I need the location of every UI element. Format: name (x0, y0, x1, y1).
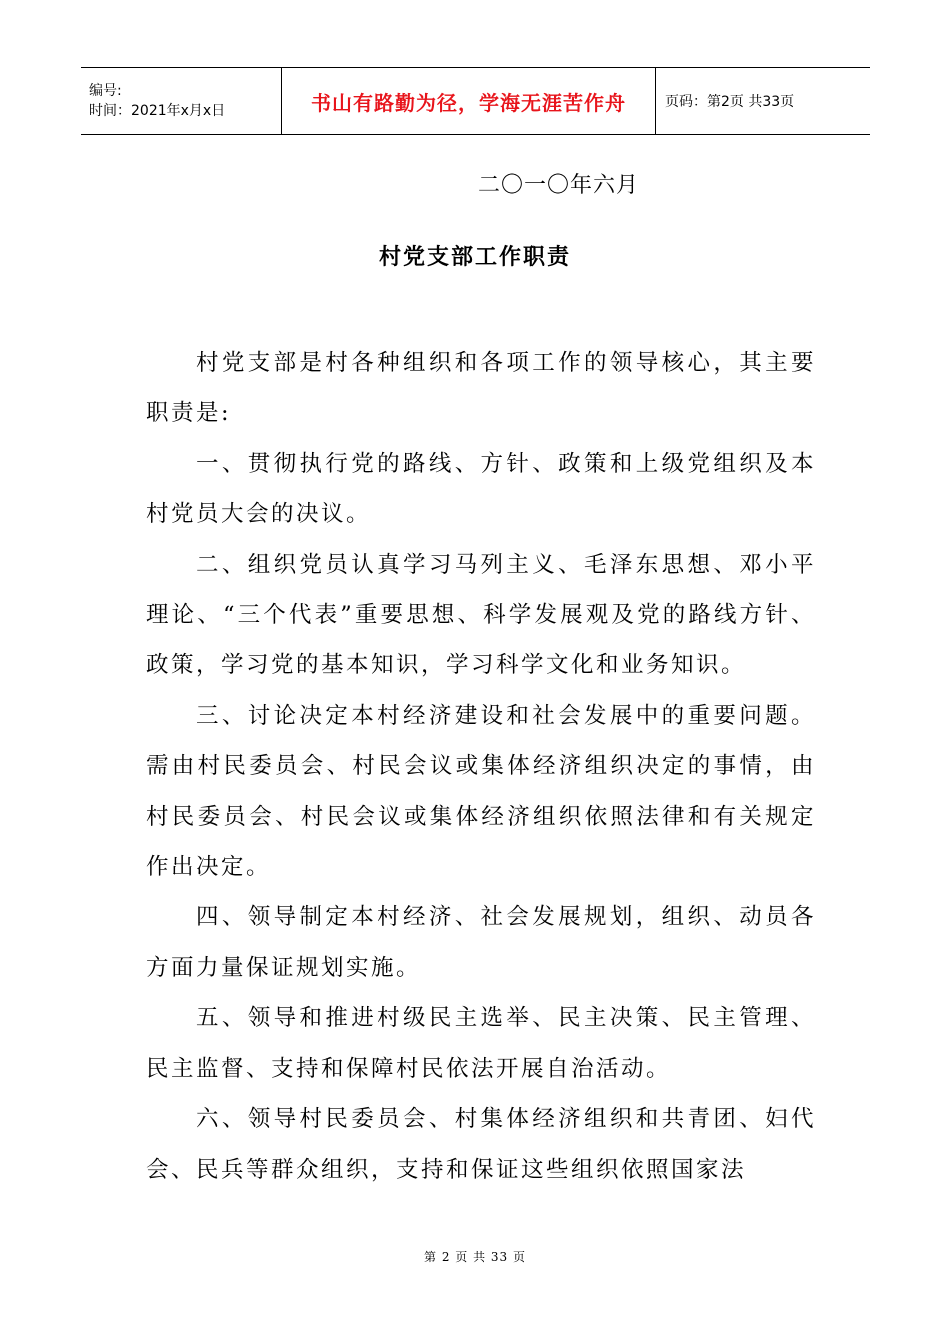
paragraph: 三、讨论决定本村经济建设和社会发展中的重要问题。需由村民委员会、村民会议或集体经济组织决定的事情，由村民委员会、村民会议或集体经济组织依照法律和有关规定作出决定。 (146, 702, 816, 881)
time-label: 时间：2021年x月x日 (89, 103, 226, 119)
paragraph: 一、贯彻执行党的路线、方针、政策和上级党组织及本村党员大会的决议。 (146, 450, 816, 528)
paragraph: 村党支部是村各种组织和各项工作的领导核心，其主要职责是: (146, 350, 816, 427)
header-page-cell (656, 68, 870, 134)
header-table (81, 67, 870, 135)
document-body (146, 338, 816, 1195)
page-info: 页码：第2页 共33页 (665, 94, 795, 110)
paragraph: 二、组织党员认真学习马列主义、毛泽东思想、邓小平理论、“三个代表”重要思想、科学发展观及党的路线方针、政策，学习党的基本知识，学习科学文化和业务知识。 (146, 551, 816, 679)
paragraph: 五、领导和推进村级民主选举、民主决策、民主管理、民主监督、支持和保障村民依法开展自治活动。 (146, 1005, 816, 1082)
number-label: 编号: (89, 83, 122, 99)
document-title: 村党支部工作职责 (378, 245, 571, 270)
page-footer: 第 2 页 共 33 页 (424, 1250, 526, 1264)
header-motto-cell (282, 68, 656, 134)
header-left-cell (81, 68, 282, 134)
motto-text: 书山有路勤为径，学海无涯苦作舟 (311, 90, 626, 115)
paragraph: 四、领导制定本村经济、社会发展规划，组织、动员各方面力量保证规划实施。 (146, 904, 816, 981)
document-date: 二〇一〇年六月 (478, 173, 640, 198)
paragraph: 六、领导村民委员会、村集体经济组织和共青团、妇代会、民兵等群众组织，支持和保证这些组织依照国家法 (146, 1106, 816, 1183)
